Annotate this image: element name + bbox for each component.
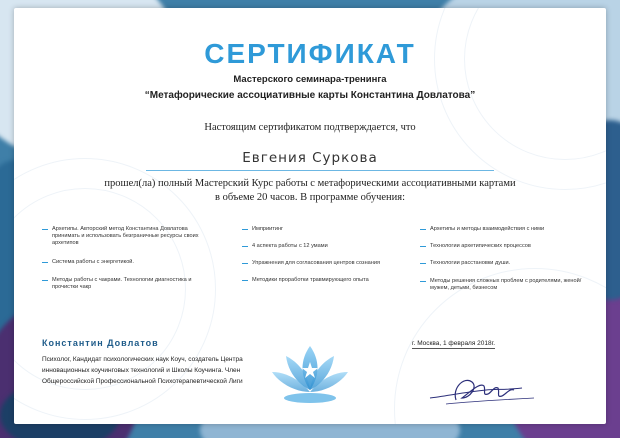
list-item: Упражнения для согласования центров сознания	[242, 260, 402, 267]
recipient-name: Евгения Суркова	[242, 150, 378, 166]
signature-image	[426, 368, 538, 412]
confirm-text: Настоящим сертификатом подтверждается, что	[204, 122, 416, 133]
signatory-description: Психолог, Кандидат психологических наук Коуч, создатель Центра инновационных коучинговых технологий и Школы Коучинга. Член Общероссийской Профессиональной Психотерапевтической Лиги	[42, 356, 243, 385]
place-date: г. Москва, 1 февраля 2018г.	[412, 340, 496, 347]
list-item: Методы работы с чакрами. Технологии диагностика и прочистки чакр	[42, 277, 212, 291]
list-item: Система работы с энергетикой.	[42, 259, 212, 266]
certificate-subtitle: Мастерского семинара-тренинга	[233, 74, 387, 85]
lotus-emblem-icon	[268, 342, 352, 406]
list-item: Архетипы. Авторский метод Константина Довлатова принимать и использовать безграничные ресурсы своих архетипов	[42, 226, 212, 248]
course-line-2: в объеме 20 часов. В программе обучения:	[214, 192, 406, 203]
list-item: Технологии расстановки души.	[420, 260, 590, 267]
list-item: Методы решения сложных проблем с родителями, женой/мужем, детьми, бизнесом	[420, 278, 590, 292]
list-item: Архетипы и методы взаимодействия с ними	[420, 226, 590, 233]
program-column-1	[42, 226, 212, 300]
list-item: Методики проработки травмирующего опыта	[242, 277, 402, 284]
program-column-2	[242, 226, 402, 293]
list-item: Технологии архетипических процессов	[420, 243, 590, 250]
signatory-name: Константин Довлатов	[42, 338, 159, 348]
certificate-card	[14, 8, 606, 424]
program-title: “Метафорические ассоциативные карты Константина Довлатова”	[144, 90, 476, 101]
list-item: 4 аспекта работы с 12 умами	[242, 243, 402, 250]
course-line-1: прошел(ла) полный Мастерский Курс работы с метафорическими ассоциативными картами	[104, 178, 516, 189]
program-column-3	[420, 226, 590, 301]
recipient-underline	[146, 170, 494, 171]
list-item: Имприитинг	[242, 226, 402, 233]
certificate-title: СЕРТИФИКАТ	[204, 38, 416, 69]
